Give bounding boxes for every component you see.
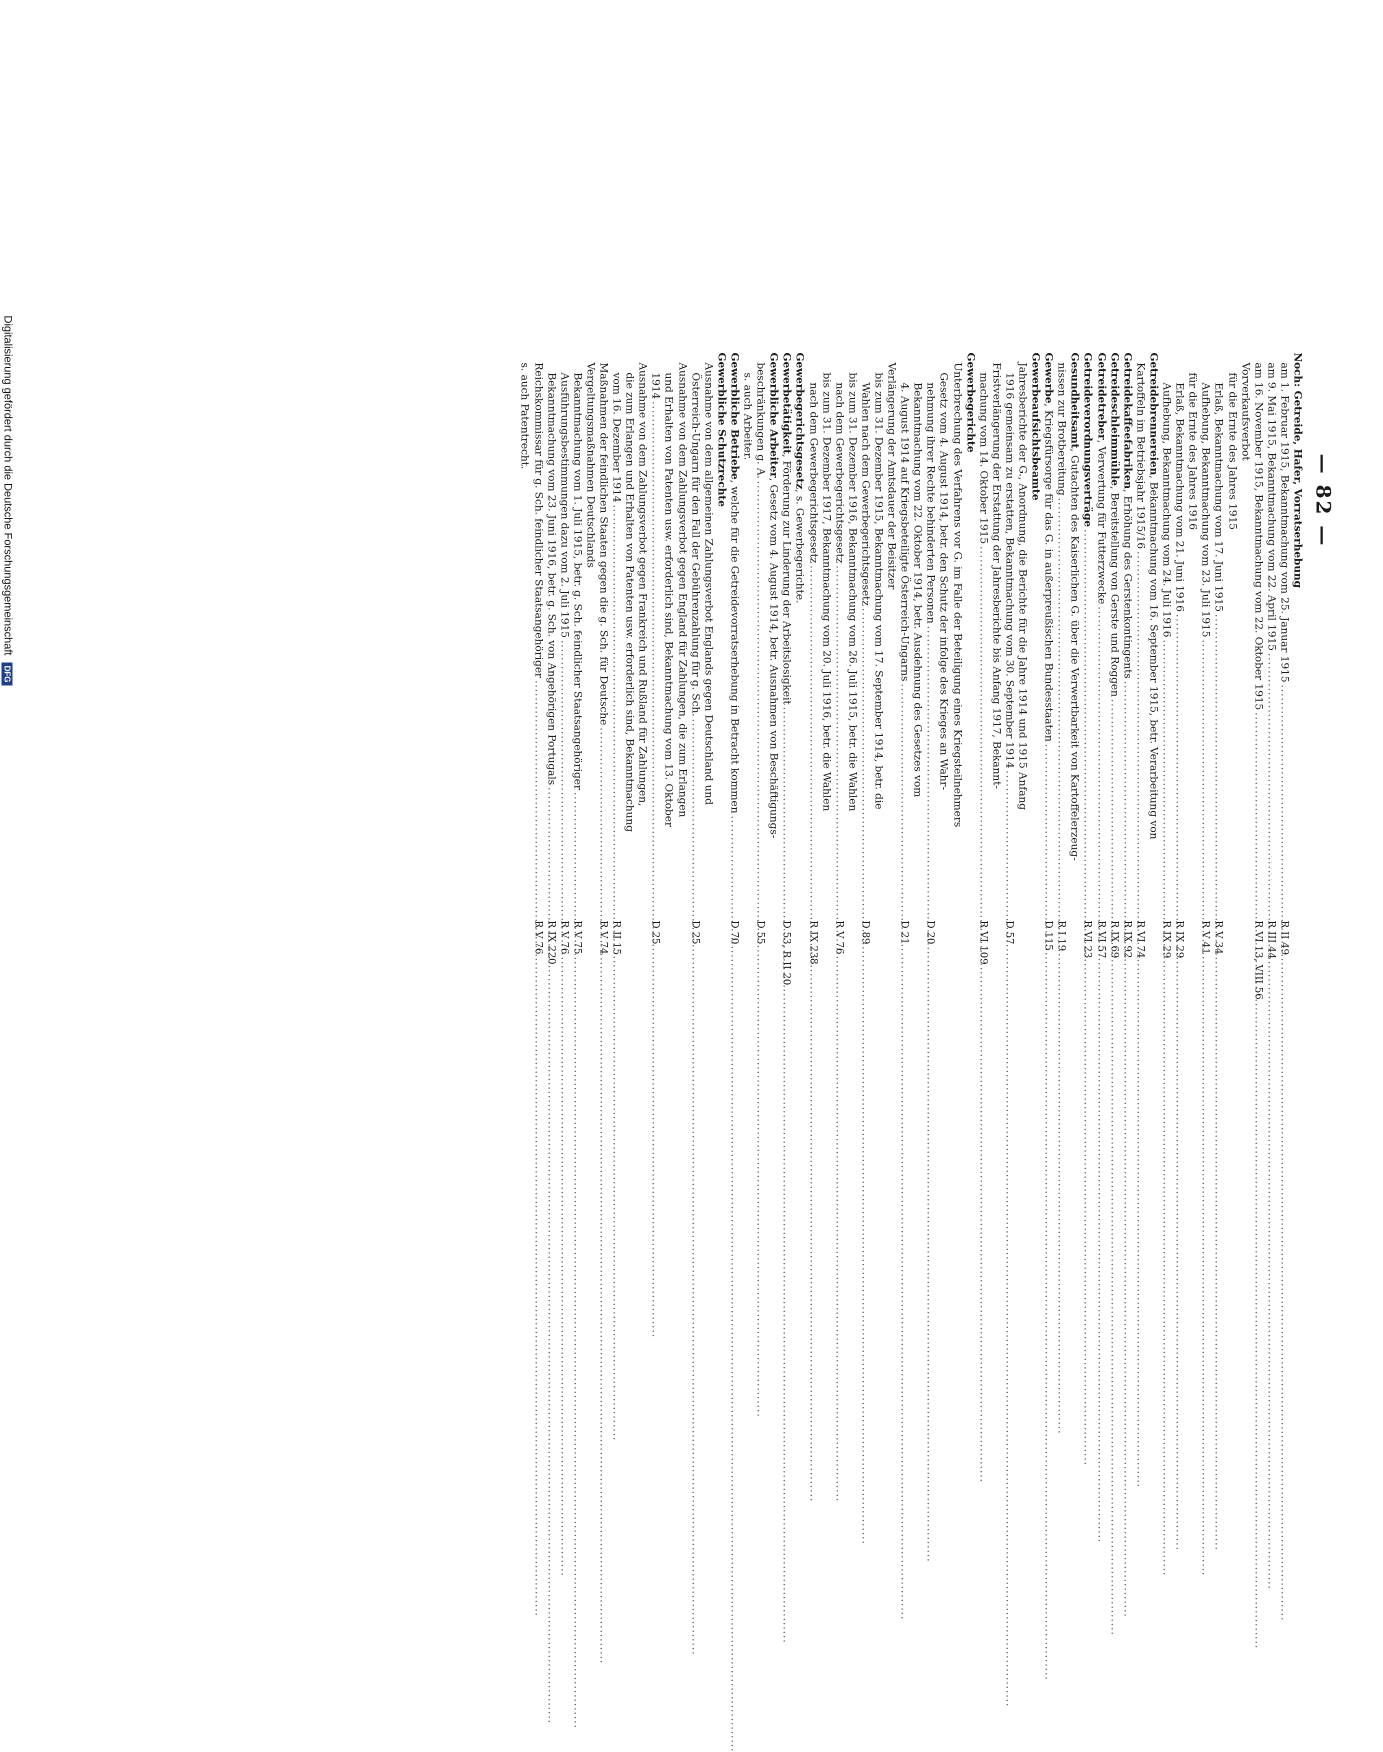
leader-dots <box>1120 680 1133 914</box>
entry-text: nach dem Gewerbegerichtsgesetz <box>806 382 819 563</box>
entry-reference: R V 75 <box>570 920 582 954</box>
entry-term: Getreideschleimmühle <box>1107 352 1120 486</box>
entry-reference: R VI 109 <box>976 920 988 965</box>
entry-text: Bekanntmachung vom 22. Oktober 1914, betr. Ausdehnung des Gesetzes vom <box>911 382 924 797</box>
index-entry <box>1211 352 1224 1002</box>
entry-reference: R V 76 <box>531 920 543 954</box>
leader-dots <box>688 718 701 914</box>
entry-text: beschränkungen g. A. <box>754 362 767 479</box>
index-entry <box>1277 352 1290 1002</box>
entry-text: und Erhalten von Patenten usw. erforderlich sind, Bekanntmachung vom 13. Oktober <box>662 372 675 827</box>
entry-term: Gewerbliche Schutzrechte <box>714 352 727 507</box>
entry-text: am 16. November 1915, Bekanntmachung vom 22. Oktober 1915 <box>1251 362 1264 710</box>
leader-dots <box>1041 743 1054 914</box>
leader-dots <box>753 480 766 914</box>
entry-text: Kartoffeln im Betriebsjahr 1915/16 <box>1133 362 1146 549</box>
index-entry <box>779 352 792 1002</box>
leader-dots <box>1107 698 1120 914</box>
index-entry <box>1041 352 1054 1002</box>
entry-text: vom 16. Dezember 1914 <box>610 372 623 502</box>
leader-dots <box>1094 606 1107 914</box>
entry-text: Gewerbliche Arbeiter, Gesetz vom 4. August 1914, betr. Ausnahmen von Beschäftigungs- <box>767 352 780 838</box>
entry-term: Gewerbliche Arbeiter <box>767 352 780 478</box>
entry-reference: D 25 <box>688 920 700 944</box>
entry-reference: R I 19 <box>1055 920 1067 951</box>
leader-dots <box>832 565 845 914</box>
entry-text: am 9. Mai 1915, Bekanntmachung vom 22. April 1915 <box>1264 362 1277 651</box>
leader-dots <box>1198 639 1211 914</box>
index-entry <box>753 352 766 1002</box>
index-entry <box>923 352 936 1002</box>
index-entry <box>714 352 727 1002</box>
leader-dots <box>1002 770 1015 914</box>
entry-text: Ausnahme von dem allgemeinen Zahlungsverbot Englands gegen Deutschland und <box>701 362 714 805</box>
index-entry <box>1028 352 1041 1002</box>
index-entry <box>910 352 923 1002</box>
leader-dots <box>596 727 609 914</box>
leader-dots <box>609 504 622 914</box>
index-entry <box>976 352 989 1002</box>
index-entry <box>596 352 609 1002</box>
index-entry <box>1198 352 1211 1002</box>
index-entry <box>661 352 674 1002</box>
entry-reference: D 115 <box>1042 920 1054 951</box>
index-entry <box>858 352 871 1002</box>
entry-reference: R V 76 <box>557 920 569 954</box>
index-entry <box>570 352 583 1002</box>
leader-dots <box>1277 684 1290 914</box>
entry-text: Erlaß, Bekanntmachung vom 21. Juni 1916 <box>1173 382 1186 612</box>
index-entry <box>688 352 701 1002</box>
entry-term: Gewerbegerichte <box>963 352 976 453</box>
index-entry <box>1120 352 1133 1002</box>
index-entry <box>936 352 949 1002</box>
entry-text: Erlaß, Bekanntmachung vom 17. Juni 1915 <box>1212 382 1225 612</box>
entry-text: Ausnahme von dem Zahlungsverbot gegen Frankreich und Rußland für Zahlungen, <box>636 362 649 806</box>
leader-dots <box>727 815 740 914</box>
entry-text: Gesundheitsamt, Gutachten des Kaiserlichen G. über die Verwertbarkeit von Kartoffelerzeug- <box>1068 352 1081 861</box>
leader-dots <box>976 546 989 914</box>
entry-reference: R II 49 <box>1277 920 1289 955</box>
index-entry <box>792 352 805 1002</box>
index-entry <box>884 352 897 1002</box>
entry-text: Wahlen nach dem Gewerbegerichtsgesetz <box>858 382 871 606</box>
entry-text: Gesetz vom 4. August 1914, betr. den Schutz der infolge des Krieges an Wahr- <box>937 372 950 790</box>
leader-dots <box>1159 639 1172 914</box>
entry-text: 1916 gemeinsam zu erstatten, Bekanntmachung vom 30. September 1914 <box>1002 372 1015 768</box>
leader-dots <box>570 791 583 914</box>
index-entry <box>963 352 976 1002</box>
index-list <box>517 352 1303 1002</box>
index-entry <box>805 352 818 1002</box>
entry-text: s. auch Arbeiter. <box>741 372 754 460</box>
index-entry <box>1094 352 1107 1002</box>
entry-reference: R II 15 <box>610 920 622 955</box>
entry-term: Getreideverordnungsverträge <box>1081 352 1094 527</box>
entry-text: Getreidebrennereien, Bekanntmachung vom 16. September 1915, betr. Verarbeitung von <box>1146 352 1159 839</box>
index-entry <box>1224 352 1237 1002</box>
entry-text: die zum Erlangen und Erhalten von Patenten usw. erforderlich sind, Bekanntmachung <box>623 372 636 832</box>
index-entry <box>635 352 648 1002</box>
entry-reference: R IX 220 <box>544 920 556 965</box>
leader-dots <box>779 706 792 914</box>
entry-reference: R III 44 <box>1264 920 1276 959</box>
entry-text: Vergeltungsmaßnahmen Deutschlands <box>583 362 596 568</box>
entry-reference: D 70 <box>727 920 739 944</box>
entry-text <box>1080 352 1093 527</box>
index-entry <box>544 352 557 1002</box>
entry-text: Aufhebung, Bekanntmachung vom 23. Juli 1915 <box>1199 382 1212 637</box>
entry-text: Aufhebung, Bekanntmachung vom 24. Juli 1916 <box>1160 382 1173 637</box>
entry-reference: D 25 <box>649 920 661 944</box>
entry-reference: D 55 <box>754 920 766 944</box>
dfg-logo: DFG <box>1 662 12 685</box>
entry-text: Getreidetreber, Verwertung für Futterzwecke <box>1094 352 1107 604</box>
entry-reference: D 20 <box>924 920 936 944</box>
entry-text: nach dem Gewerbegerichtsgesetz <box>832 382 845 563</box>
index-entry <box>727 352 740 1002</box>
entry-reference: R IX 29 <box>1173 920 1185 958</box>
index-entry <box>530 352 543 1002</box>
index-entry <box>1159 352 1172 1002</box>
entry-text: Bekanntmachung vom 1. Juli 1915, betr. g. Sch. feindlicher Staatsangehöriger <box>570 372 583 790</box>
entry-reference: D 89 <box>858 920 870 944</box>
entry-text: Vorverkaufsverbot <box>1238 362 1251 461</box>
entry-text: Ausführungsbestimmungen dazu vom 2. Juli 1915 <box>557 372 570 638</box>
index-entry <box>609 352 622 1002</box>
entry-text: Reichskommissar für g. Sch. feindlicher Staatsangehöriger <box>531 362 544 678</box>
index-entry <box>766 352 779 1002</box>
entry-text: für die Ernte des Jahres 1916 <box>1186 372 1199 530</box>
entry-term: Gesundheitsamt <box>1068 352 1081 448</box>
entry-reference: R VI 13, VIII 56 <box>1251 920 1263 1000</box>
entry-text: nehmung ihrer Rechte behinderten Personen <box>924 382 937 624</box>
entry-reference: R IX 29 <box>1160 920 1172 958</box>
entry-text: Getreidekaffeefabriken, Erhöhung des Gerstenkontingents <box>1120 352 1133 679</box>
entry-text: Unterbrechung des Verfahrens vor G. im Falle der Beteiligung eines Kriegsteilnehmers <box>950 362 963 827</box>
leader-dots <box>544 787 557 914</box>
leader-dots <box>557 639 570 914</box>
index-entry <box>1107 352 1120 1002</box>
leader-dots <box>1133 551 1146 914</box>
entry-reference: R VI 23 <box>1081 920 1093 958</box>
entry-text: Gewerbe, Kriegsfürsorge für das G. in außerpreußischen Bundesstaaten <box>1042 352 1055 742</box>
entry-text: s. auch Patentrecht. <box>518 362 531 469</box>
index-entry <box>832 352 845 1002</box>
index-entry <box>845 352 858 1002</box>
leader-dots <box>858 607 871 914</box>
entry-reference: R IX 238 <box>806 920 818 965</box>
entry-text: 1914 <box>649 372 662 399</box>
entry-text: Gewerbliche Betriebe, welche für die Getreidevorratserhebung in Betracht kommen <box>727 352 740 813</box>
entry-text: Bekanntmachung vom 23. Juni 1916, betr. g. Sch. von Angehörigen Portugals <box>544 372 557 785</box>
entry-reference: R V 76 <box>832 920 844 954</box>
index-entry <box>897 352 910 1002</box>
index-entry <box>1054 352 1067 1002</box>
index-entry <box>989 352 1002 1002</box>
entry-text: Gewerbetätigkeit, Förderung zur Linderung der Arbeitslosigkeit <box>780 352 793 705</box>
entry-reference: R IX 92 <box>1120 920 1132 958</box>
index-entry <box>622 352 635 1002</box>
entry-text <box>714 352 727 506</box>
entry-text: Noch: Getreide, Hafer, Vorratserhebung <box>1291 352 1303 588</box>
leader-dots <box>648 401 661 914</box>
entry-text: Österreich-Ungarn für den Fall der Gebührenzahlung für g. Sch. <box>688 372 701 717</box>
index-entry <box>1002 352 1015 1002</box>
digitization-footer <box>1 0 13 1000</box>
leader-dots <box>1264 652 1277 914</box>
entry-text: Getreideschleimmühle, Bereitstellung von Gerste und Roggen <box>1107 352 1120 697</box>
index-entry <box>1264 352 1277 1002</box>
index-entry <box>740 352 753 1002</box>
leader-dots <box>923 625 936 914</box>
entry-text: nissen zur Brotbereitung <box>1055 362 1068 496</box>
entry-term: Gewerbegerichtsgesetz <box>793 352 806 489</box>
entry-term: Gewerbetätigkeit <box>780 352 793 454</box>
index-entry <box>517 352 530 1002</box>
index-entry <box>1251 352 1264 1002</box>
index-entry <box>1133 352 1146 1002</box>
entry-text: Jahresberichte der G., Anordnung, die Berichte für die Jahre 1914 und 1915 Anfang <box>1016 362 1029 810</box>
index-entry <box>583 352 596 1002</box>
entry-term: Gewerbliche Betriebe <box>727 352 740 480</box>
index-entry <box>1015 352 1028 1002</box>
entry-text: für die Ernte des Jahres 1915 <box>1225 372 1238 530</box>
leader-dots <box>1080 529 1093 914</box>
entry-reference: R VI 57 <box>1094 920 1106 958</box>
index-entry <box>1080 352 1093 1002</box>
leader-dots <box>1054 497 1067 914</box>
entry-reference: R V 34 <box>1212 920 1224 954</box>
entry-reference: R VI 74 <box>1133 920 1145 958</box>
index-entry <box>1067 352 1080 1002</box>
index-entry <box>819 352 832 1002</box>
page-number: — 82 — <box>1311 453 1335 547</box>
entry-text: am 1. Februar 1915, Bekanntmachung vom 25. Januar 1915 <box>1277 362 1290 683</box>
entry-text: Verlängerung der Amtsdauer der Beisitzer <box>885 362 898 589</box>
index-entry <box>675 352 688 1002</box>
entry-reference: R V 41 <box>1199 920 1211 954</box>
footer-text: Digitalisierung gefördert durch die Deutsche Forschungsgemeinschaft <box>1 315 13 655</box>
entry-reference: D 21 <box>898 920 910 944</box>
entry-reference: R V 74 <box>597 920 609 954</box>
leader-dots <box>530 680 543 914</box>
leader-dots <box>1172 613 1185 914</box>
entry-text: 4. August 1914 auf Kriegsbeteiligte Österreich-Ungarns <box>898 382 911 681</box>
entry-reference: R IX 69 <box>1107 920 1119 958</box>
index-entry <box>1185 352 1198 1002</box>
index-entry <box>1290 352 1303 1002</box>
index-entry <box>557 352 570 1002</box>
entry-text: bis zum 31. Dezember 1917, Bekanntmachung vom 20. Juli 1916, betr. die Wahlen <box>819 372 832 811</box>
index-entry <box>1172 352 1185 1002</box>
leader-dots <box>1211 613 1224 914</box>
leader-dots <box>897 683 910 914</box>
index-entry <box>1238 352 1251 1002</box>
entry-term: Getreidetreber <box>1094 352 1107 440</box>
entry-term: Gewerbeaufsichtsbeamte <box>1029 352 1042 501</box>
entry-reference: D 53, R II 20 <box>780 920 792 985</box>
entry-text <box>1028 352 1041 500</box>
entry-text: Maßnahmen der feindlichen Staaten gegen die g. Sch. für Deutsche <box>597 362 610 725</box>
entry-term: Gewerbe <box>1042 352 1055 403</box>
index-entry <box>701 352 714 1002</box>
index-entry <box>871 352 884 1002</box>
entry-text: machung vom 14. Oktober 1915 <box>976 372 989 544</box>
entry-text: Fristverlängerung der Erstattung der Jahresberichte bis Anfang 1917, Bekannt- <box>989 362 1002 789</box>
entry-text: bis zum 31. Dezember 1916, Bekanntmachung vom 26. Juli 1915, betr. die Wahlen <box>845 372 858 811</box>
entry-term: Getreidebrennereien <box>1146 352 1159 475</box>
index-entry <box>1146 352 1159 1002</box>
library-stamp: · · · · · <box>1265 855 1275 881</box>
entry-reference: D 57 <box>1002 920 1014 944</box>
entry-text: Gewerbegerichtsgesetz, s. Gewerbegerichte. <box>793 352 806 603</box>
leader-dots <box>805 565 818 914</box>
entry-text <box>963 352 976 452</box>
leader-dots <box>1251 712 1264 914</box>
entry-text: bis zum 31. Dezember 1915, Bekanntmachung vom 17. September 1914, betr. die <box>872 372 884 809</box>
index-entry <box>949 352 962 1002</box>
entry-term: Getreidekaffeefabriken <box>1120 352 1133 489</box>
index-entry <box>648 352 661 1002</box>
entry-text: Ausnahme von dem Zahlungsverbot gegen England für Zahlungen, die zum Erlangen <box>675 362 688 817</box>
